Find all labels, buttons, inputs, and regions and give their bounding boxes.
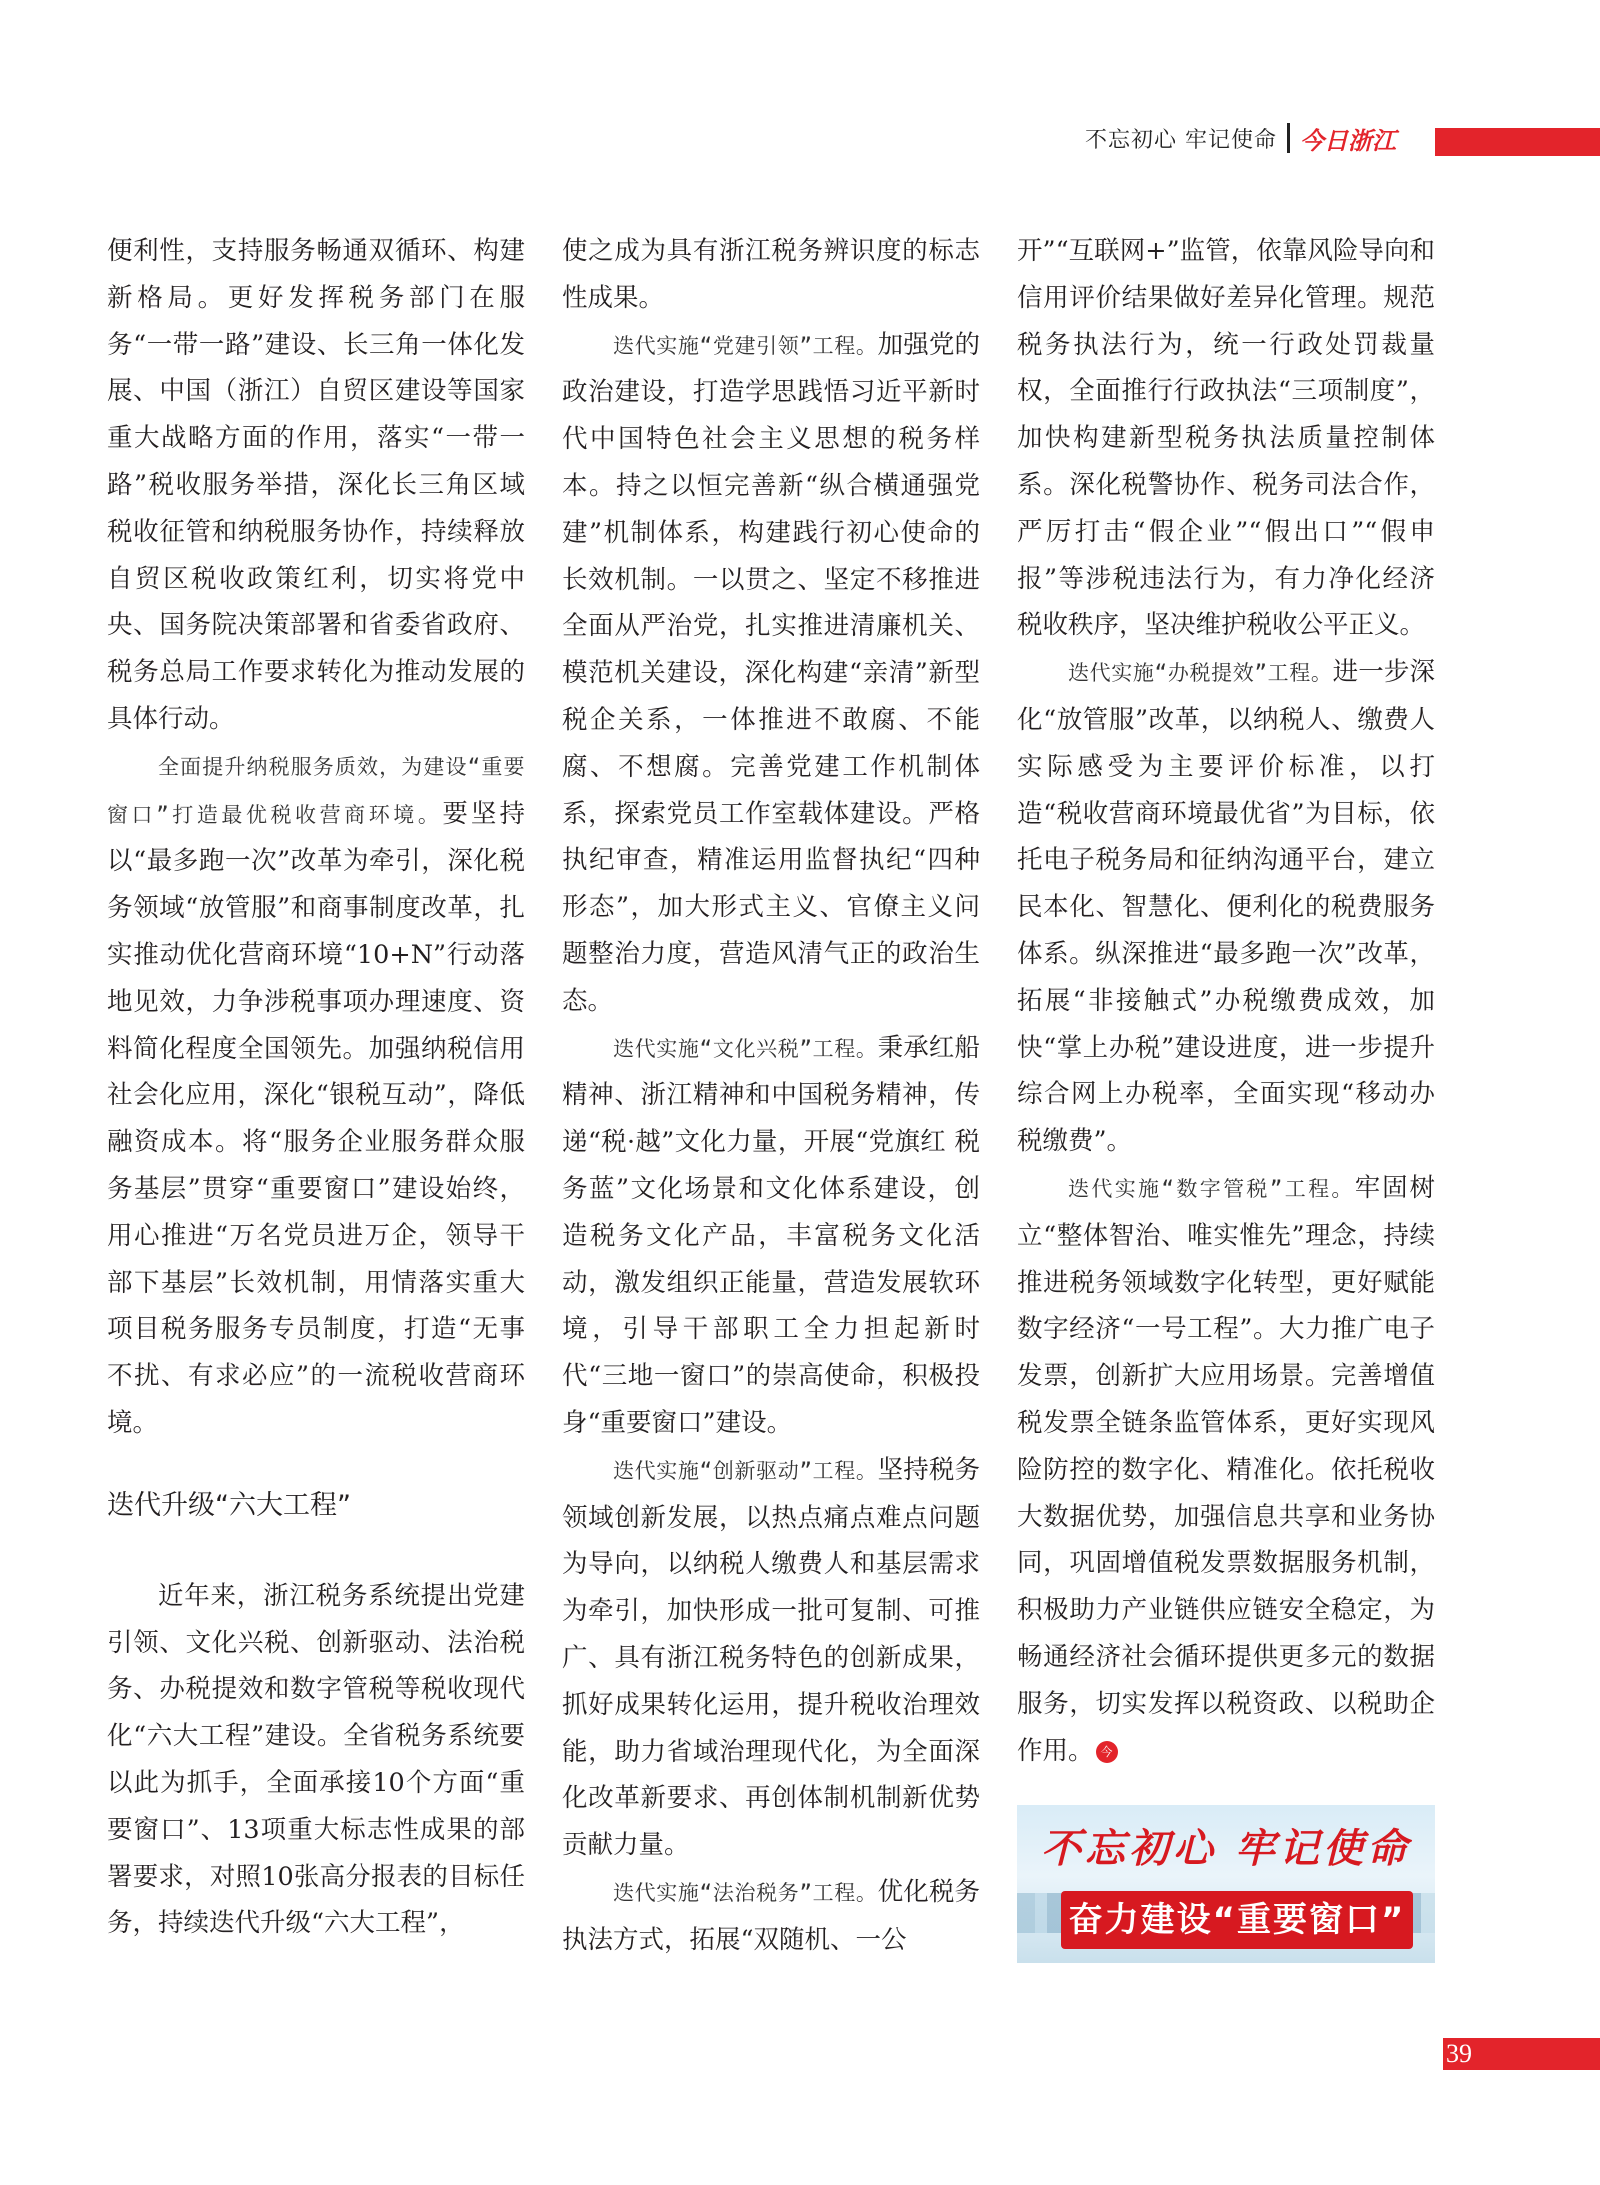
end-mark-icon: 今: [1096, 1741, 1118, 1763]
paragraph-body: 加强党的政治建设，打造学思践悟习近平新时代中国特色社会主义思想的税务样本。持之以恒完善新“纵合横通强党建”机制体系，构建践行初心使命的长效机制。一以贯之、坚定不移推进全面从严治党，扎实推进清廉机关、模范机关建设，深化构建“亲清”新型税企关系，一体推进不敢腐、不能腐、不想腐。完善党建工作机制体系，探索党员工作室载体建设。严格执纪审查，精准运用监督执纪“四种形态”，加大形式主义、官僚主义问题整治力度，营造风清气正的政治生态。: [562, 329, 980, 1016]
header-slogan: 不忘初心 牢记使命: [1085, 127, 1277, 153]
paragraph-body: 进一步深化“放管服”改革，以纳税人、缴费人实际感受为主要评价标准，以打造“税收营商环境最优省”为目标，依托电子税务局和征纳沟通平台，建立民本化、智慧化、便利化的税费服务体系。纵深推进“最多跑一次”改革，拓展“非接触式”办税缴费成效，加快“掌上办税”建设进度，进一步提升综合网上办税率，全面实现“移动办税缴费”。: [1017, 657, 1435, 1157]
header-divider: [1287, 123, 1290, 153]
paragraph-lead: 迭代实施“创新驱动”工程。: [613, 1458, 878, 1483]
paragraph-body: 坚持税务领域创新发展，以热点痛点难点问题为导向，以纳税人缴费人和基层需求为牵引，加快形成一批可复制、可推广、具有浙江税务特色的创新成果，抓好成果转化运用，提升税收治理效能，助力省域治理现代化，为全面深化改革新要求、再创体制机制新优势贡献力量。: [562, 1454, 980, 1861]
paragraph: [562, 1447, 980, 1869]
paragraph-lead: 迭代实施“数字管税”工程。: [1068, 1176, 1355, 1201]
paragraph: [562, 1025, 980, 1447]
paragraph-lead: 全面提升纳税服务质效，为建设“重要窗口”打造最优税收营商环境。: [107, 754, 525, 827]
section-heading: 迭代升级“六大工程”: [107, 1489, 351, 1521]
paragraph: [107, 743, 525, 1447]
paragraph-lead: 迭代实施“法治税务”工程。: [613, 1880, 878, 1905]
column-left: [107, 228, 525, 1947]
paragraph-lead: 迭代实施“办税提效”工程。: [1068, 661, 1333, 686]
banner-slogan: 不忘初心 牢记使命: [1041, 1825, 1411, 1872]
paragraph: 便利性，支持服务畅通双循环、构建新格局。更好发挥税务部门在服务“一带一路”建设、长三角一体化发展、中国（浙江）自贸区建设等国家重大战略方面的作用，落实“一带一路”税收服务举措，深化长三角区域税收征管和纳税服务协作，持续释放自贸区税收政策红利，切实将党中央、国务院决策部署和省委省政府、税务总局工作要求转化为推动发展的具体行动。: [107, 236, 525, 734]
paragraph: 近年来，浙江税务系统提出党建引领、文化兴税、创新驱动、法治税务、办税提效和数字管税等税收现代化“六大工程”建设。全省税务系统要以此为抓手，全面承接10个方面“重要窗口”、13项重大标志性成果的部署要求，对照10张高分报表的目标任务，持续迭代升级“六大工程”，: [107, 1580, 525, 1939]
header-brand-logo: 今日浙江: [1300, 125, 1396, 155]
paragraph: 使之成为具有浙江税务辨识度的标志性成果。: [562, 236, 980, 313]
paragraph-lead: 迭代实施“党建引领”工程。: [613, 333, 878, 358]
paragraph-lead: 迭代实施“文化兴税”工程。: [613, 1036, 878, 1061]
page-number-bar: [1443, 2038, 1600, 2070]
banner-caption: 奋力建设“重要窗口”: [1061, 1891, 1413, 1949]
paragraph: [562, 322, 980, 1025]
paragraph: [1017, 649, 1435, 1165]
paragraph-body: 牢固树立“整体智治、唯实惟先”理念，持续推进税务领域数字化转型，更好赋能数字经济“一号工程”。大力推广电子发票，创新扩大应用场景。完善增值税发票全链条监管体系，更好实现风险防控的数字化、精准化。依托税收大数据优势，加强信息共享和业务协同，巩固增值税发票数据服务机制，积极助力产业链供应链安全稳定，为畅通经济社会循环提供更多元的数据服务，切实发挥以税资政、以税助企作用。: [1017, 1172, 1435, 1766]
paragraph: [1017, 1165, 1435, 1774]
header-accent-bar: [1435, 128, 1600, 156]
paragraph-body: 优化税务执法方式，拓展“双随机、一公: [562, 1876, 980, 1955]
column-middle: [562, 228, 980, 1963]
paragraph: 开”“互联网+”监管，依靠风险导向和信用评价结果做好差异化管理。规范税务执法行为，统一行政处罚裁量权，全面推行行政执法“三项制度”，加快构建新型税务执法质量控制体系。深化税警协作、税务司法合作，严厉打击“假企业”“假出口”“假申报”等涉税违法行为，有力净化经济税收秩序，坚决维护税收公平正义。: [1017, 236, 1435, 641]
campaign-banner: [1017, 1805, 1435, 1963]
paragraph-body: 要坚持以“最多跑一次”改革为牵引，深化税务领域“放管服”和商事制度改革，扎实推动优化营商环境“10+N”行动落地见效，力争涉税事项办理速度、资料简化程度全国领先。加强纳税信用社会化应用，深化“银税互动”，降低融资成本。将“服务企业服务群众服务基层”贯穿“重要窗口”建设始终，用心推进“万名党员进万企，领导干部下基层”长效机制，用情落实重大项目税务服务专员制度，打造“无事不扰、有求必应”的一流税收营商环境。: [107, 798, 525, 1438]
paragraph: [562, 1869, 980, 1964]
page-header: [1085, 118, 1406, 158]
column-right: [1017, 228, 1435, 1774]
page-number: 39: [1446, 2039, 1472, 2068]
paragraph-body: 秉承红船精神、浙江精神和中国税务精神，传递“税·越”文化力量，开展“党旗红 税务蓝”文化场景和文化体系建设，创造税务文化产品，丰富税务文化活动，激发组织正能量，营造发展软环境，引导干部职工全力担起新时代“三地一窗口”的崇高使命，积极投身“重要窗口”建设。: [562, 1032, 980, 1438]
